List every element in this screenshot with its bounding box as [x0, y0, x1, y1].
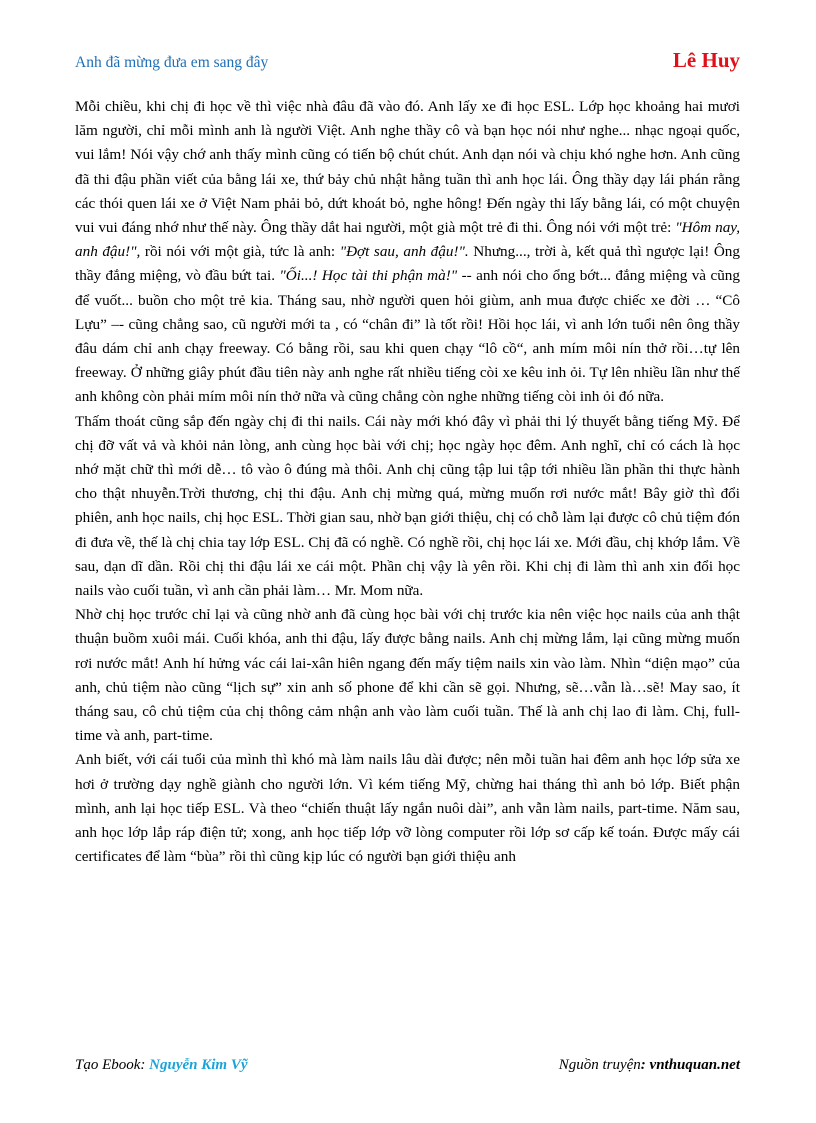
text-segment: rồi nói với một già, tức là anh: — [140, 243, 340, 261]
story-body — [75, 95, 740, 870]
paragraph — [75, 95, 740, 410]
header-title: Anh đã mừng đưa em sang đây — [75, 54, 269, 71]
source-credit-label: Nguồn truyện — [558, 1057, 641, 1073]
page-footer — [75, 1057, 740, 1077]
paragraph — [75, 410, 740, 604]
source-credit-sep: : — [640, 1057, 650, 1073]
text-segment: Nhờ chị học trước chỉ lại và cũng nhờ anh đã cùng học bài với chị trước kia nên việc học nails của anh thật thuận buồm xuôi mái. Cuối khóa, anh thi đậu, lấy được bằng nails. Anh chị mừng lắm, lại cũng mừng muốn rơi nước mắt! Anh hí hửng vác cái lai-xân hiên ngang đến mấy tiệm nails xin vào làm. Nhìn “diện mạo” của anh, chủ tiệm nào cũng “lịch sự” xin anh số phone để khi cần sẽ gọi. Nhưng, sẽ…vẫn là…sẽ! May sao, ít tháng sau, cô chủ tiệm của chị thông cảm nhận anh vào làm cuối tuần. Thế là anh chị lao đi làm. Chị, full-time và anh, part-time. — [75, 606, 740, 745]
header-author: Lê Huy — [672, 48, 740, 72]
ebook-credit-sep: : — [140, 1057, 150, 1073]
text-segment: Anh biết, với cái tuổi của mình thì khó mà làm nails lâu dài được; nên mỗi tuần hai đêm anh học lớp sửa xe hơi ở trường dạy nghề giành cho người lớn. Vì kém tiếng Mỹ, chừng hai tháng thì anh bỏ lớp. Biết phận mình, anh lại học tiếp ESL. Và theo “chiến thuật lấy ngắn nuôi dài”, anh vẫn làm nails, part-time. Năm sau, anh học lớp lắp ráp điện tử; xong, anh học tiếp lớp vỡ lòng computer rồi lớp sơ cấp kế toán. Được mấy cái certificates để làm “bùa” rồi thì cũng kịp lúc có người bạn giới thiệu anh — [75, 751, 740, 866]
text-segment: Mỗi chiều, khi chị đi học về thì việc nhà đâu đã vào đó. Anh lấy xe đi học ESL. Lớp học khoảng hai mươi lăm người, chỉ mỗi mình anh là người Việt. Anh nghe thầy cô và bạn học nói như nghe... nhạc ngoại quốc, vui lắm! Nói vậy chớ anh thấy mình cũng có tiến bộ chút chút. Anh dạn nói và chịu khó nghe hơn. Anh cũng đã thi đậu phần viết của bằng lái xe, thứ bảy chủ nhật hằng tuần thì anh học lái. Ông thầy dạy lái phán rằng các thói quen lái xe ở Việt Nam phải bỏ, dứt khoát bỏ, nghe hông! Đến ngày thi lấy bằng lái, có một chuyện vui vui đáng nhớ như thế này. Ông thầy dắt hai người, một già một trẻ đi thi. Ông nói với một trẻ: — [75, 98, 740, 237]
ebook-credit — [75, 1057, 248, 1074]
text-segment: Thấm thoát cũng sắp đến ngày chị đi thi nails. Cái này mới khó đây vì phải thi lý thuyết bằng tiếng Mỹ. Để chị đỡ vất vả và khỏi nản lòng, anh cùng học bài với chị; học ngày học đêm. Anh nghĩ, chỉ có cách là học nhớ mặt chữ thì mới dễ… tô vào ô đúng mà thôi. Anh chị cũng tập lui tập tới nhiều lần phần thi thực hành cho thật nhuyễn.Trời thương, chị thi đậu. Anh chị mừng quá, mừng muốn rơi nước mắt! Bây giờ thì đổi phiên, anh học nails, chị học ESL. Thời gian sau, nhờ bạn giới thiệu, chị có chỗ làm lại được cô chủ tiệm đón đi đưa về, thế là chị chia tay lớp ESL. Chị đã có nghề. Có nghề rồi, chị học lái xe. Mới đầu, chị khớp lắm. Về sau, dạn dĩ dần. Rồi chị thi đậu lái xe cái một. Phần chị vậy là yên rồi. Khi chị đi làm thì anh xin đổi học nails vào cuối tuần, vì anh cần phải làm… Mr. Mom nữa. — [75, 412, 740, 600]
source-credit-site: vnthuquan.net — [649, 1057, 740, 1073]
ebook-credit-label: Tạo Ebook — [75, 1057, 141, 1073]
text-segment: Nhưng..., trời à, kết quả thì ngược lại! Ông thầy đắng miệng, vò đầu bứt tai. — [75, 243, 740, 285]
paragraph — [75, 603, 740, 748]
text-segment: "Ối...! Học tài thi phận mà!" — [279, 267, 458, 285]
text-segment: "Đợt sau, anh đậu!". — [339, 243, 469, 261]
source-credit — [559, 1057, 740, 1074]
page-header — [75, 46, 740, 76]
text-segment: "Hôm nay, anh đậu!", — [75, 219, 741, 261]
ebook-credit-name: Nguyễn Kim Vỹ — [149, 1057, 248, 1073]
text-segment: -- anh nói cho ổng bớt... đắng miệng và cũng để vuốt... buồn cho một trẻ kia. Tháng sau, nhờ người quen hỏi giùm, anh mua được chiếc xe đời … “Cô Lựu” –- cũng chẳng sao, cũ người mới ta , có “chân đi” là tốt rồi! Hồi học lái, vì anh lớn tuổi nên ông thầy đâu dám chỉ anh chạy freeway. Có bằng rồi, sau khi quen chạy “lô cồ“, anh mím môi nín thở rồi…tự lên freeway. Ở những giây phút đầu tiên này anh nghe rất nhiều tiếng còi xe kêu inh ỏi. Tự lên nhiều lần như thế anh không còn phải mím môi nín thở nữa và cũng chẳng còn nghe những tiếng còi inh ỏi đó nữa. — [75, 267, 740, 406]
paragraph — [75, 748, 740, 869]
